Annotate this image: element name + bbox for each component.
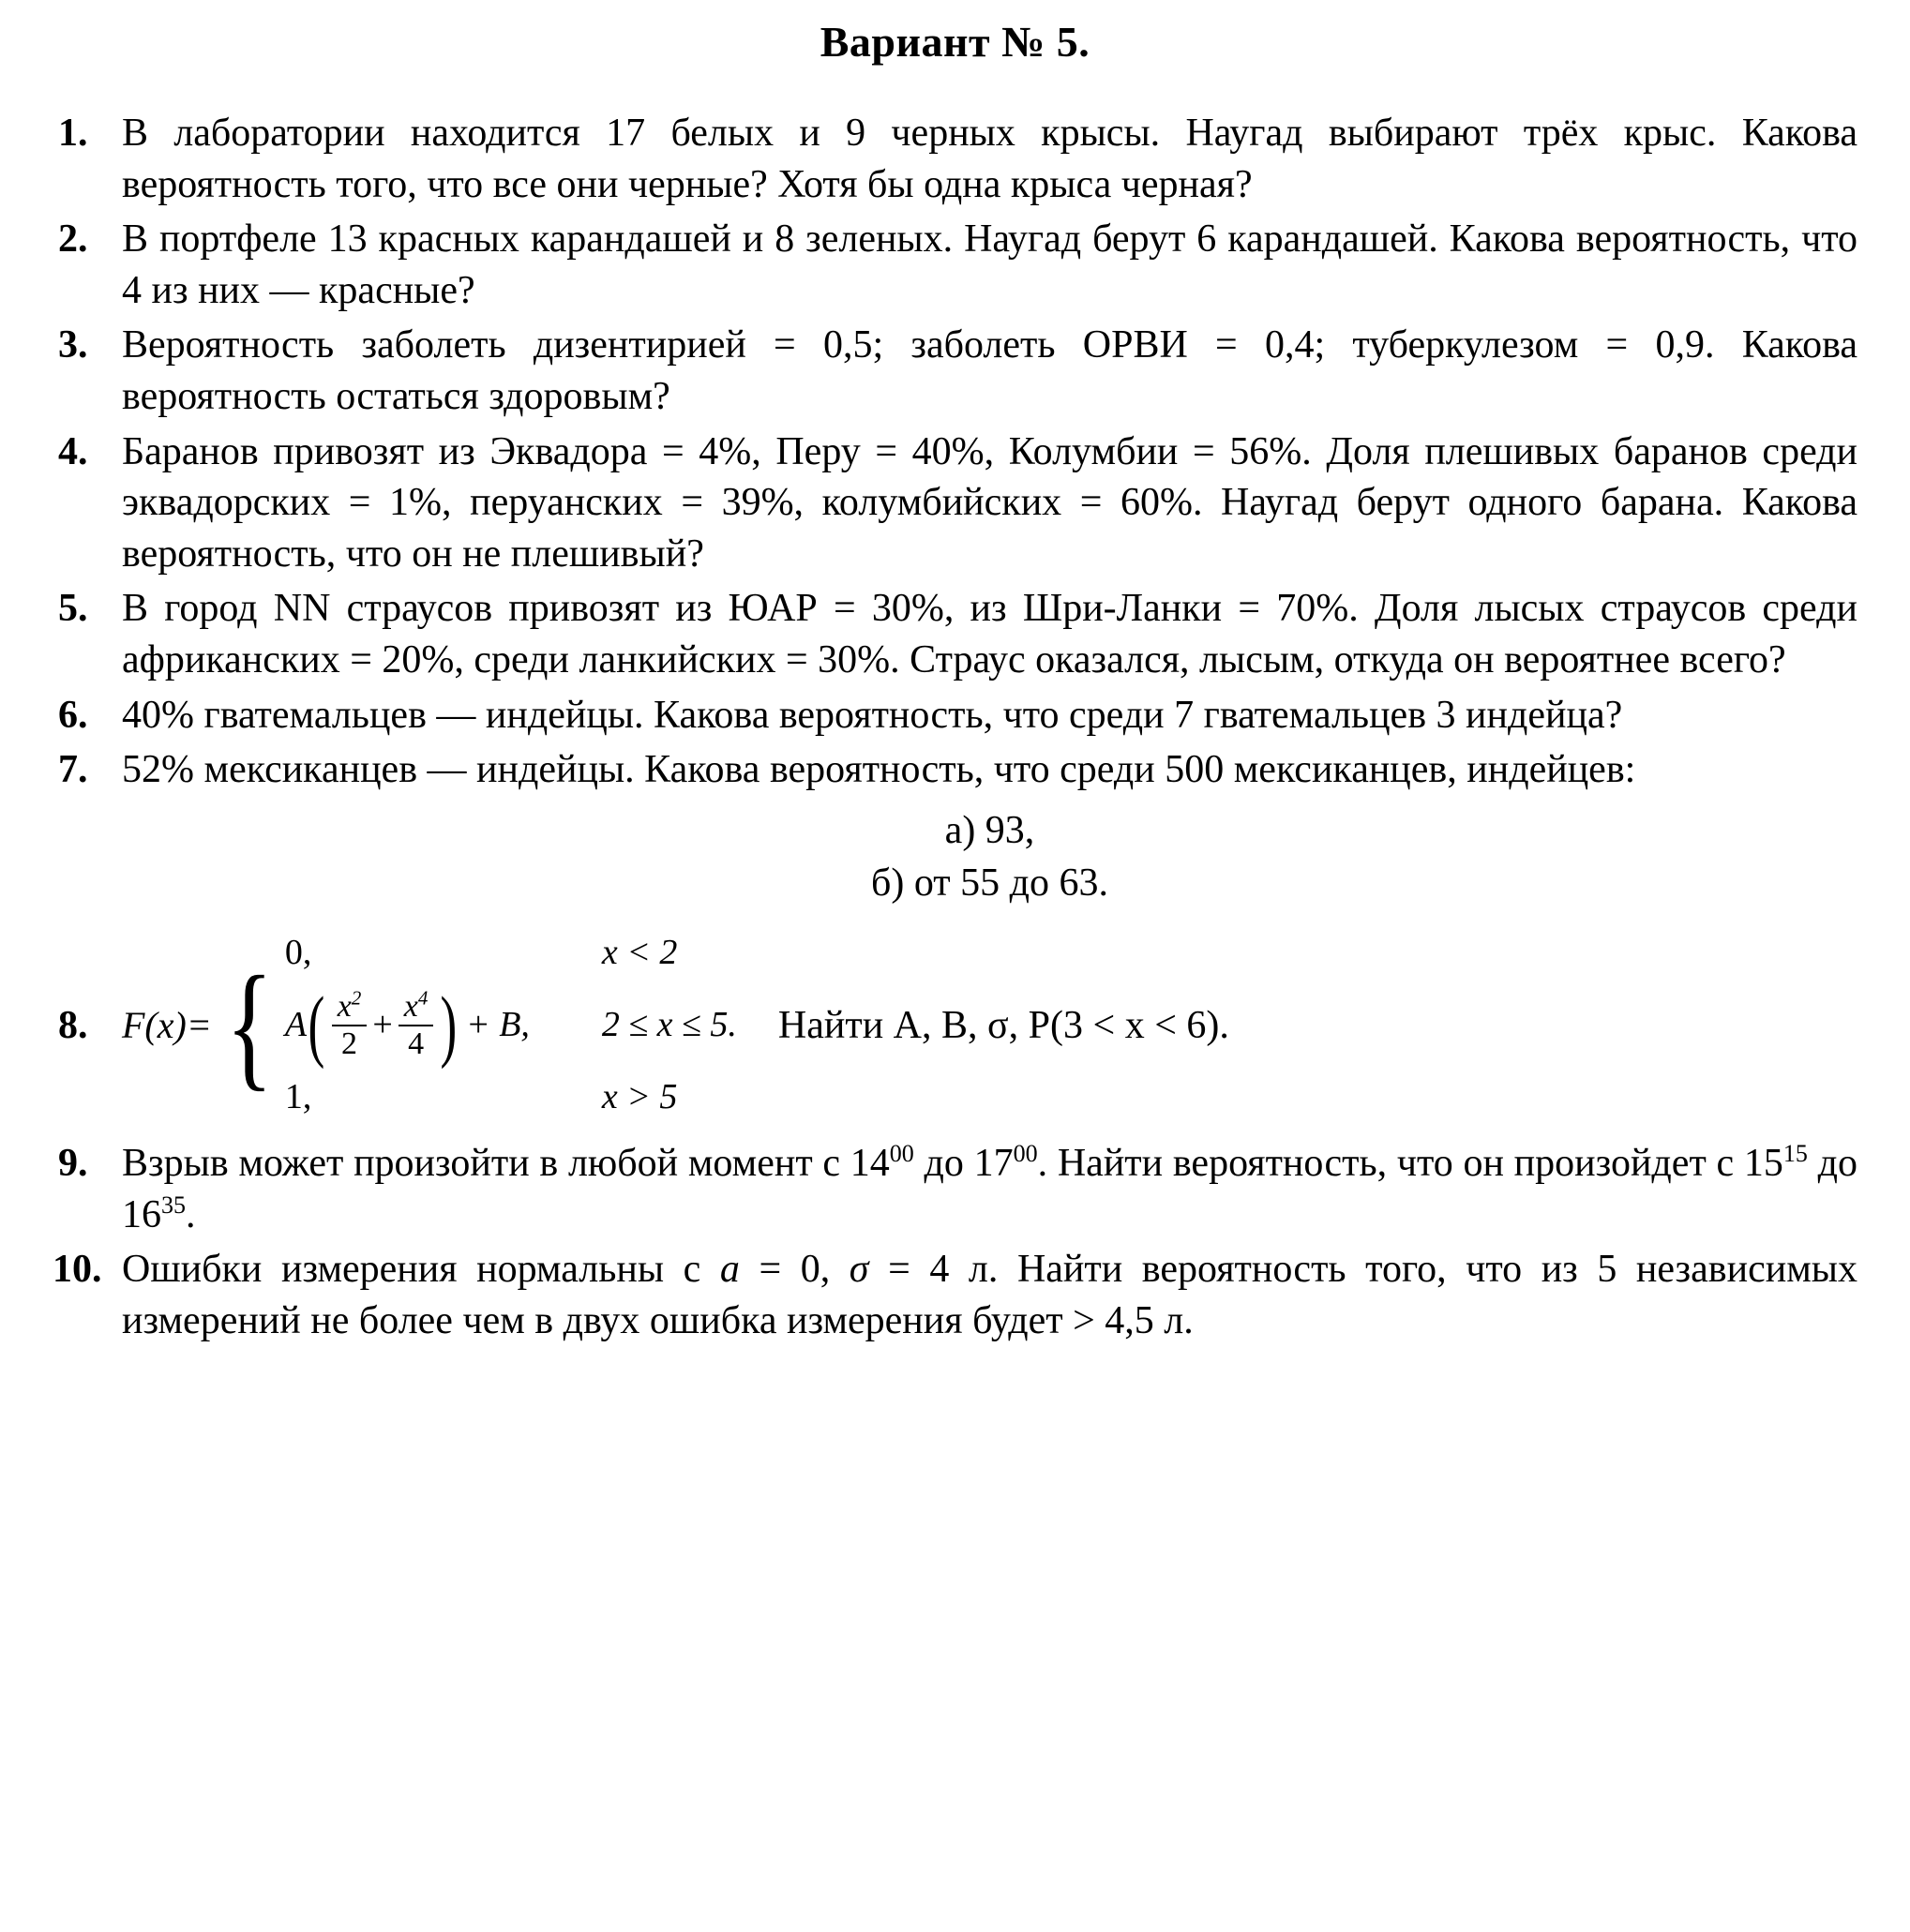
- problem-list: [53, 108, 1857, 1346]
- problem-text: 40% гватемальцев — индейцы. Какова вероятность, что среди 7 гватемальцев 3 индейца?: [122, 693, 1623, 737]
- formula-task: Найти A, B, σ, P(3 < x < 6).: [777, 1003, 1229, 1047]
- fraction-denominator: 2: [341, 1026, 357, 1061]
- problem-number: 3.: [58, 323, 88, 367]
- case-value: [284, 980, 594, 1071]
- fraction-1: [332, 986, 368, 1061]
- problem-number: 10.: [53, 1248, 102, 1292]
- formula-case-1: [285, 926, 737, 981]
- plus-sign: +: [372, 1004, 393, 1044]
- time-superscript: 00: [1013, 1139, 1038, 1167]
- subitem-b: б) от 55 до 63.: [870, 861, 1109, 906]
- formula-case-2: [285, 981, 737, 1071]
- subitem-a: а) 93,: [944, 808, 1035, 852]
- case-value: 1,: [284, 1076, 312, 1116]
- fraction-denominator: 4: [408, 1026, 425, 1061]
- problem-text: 52% мексиканцев — индейцы. Какова вероятность, что среди 500 мексиканцев, индейцев:: [122, 748, 1636, 792]
- formula-lhs: F(x)=: [122, 1003, 212, 1046]
- problem-text: Взрыв может произойти в любой момент с $14^{00}$ до $17^{00}$. Найти вероятность, что он произойдет с $15^{15}$ до $16^{35}$.: [122, 1139, 1857, 1236]
- problem-item-8: [53, 926, 1857, 1125]
- fraction-numerator: $x^4$: [399, 991, 434, 1026]
- time-superscript: 15: [1782, 1139, 1808, 1167]
- problem-body: [122, 744, 1857, 911]
- time-superscript: 00: [889, 1139, 914, 1167]
- problem-item-3: [53, 320, 1857, 422]
- case-value: 0,: [284, 932, 312, 972]
- problem-number: 2.: [58, 217, 88, 262]
- problem-text: Баранов привозят из Эквадора = 4%, Перу = 40%, Колумбии = 56%. Доля плешивых баранов среди эквадорских = 1%, перуанских = 39%, колумбийских = 60%. Наугад берут одного барана. Какова вероятность, что он не плешивый?: [122, 429, 1857, 576]
- formula-case-3: [285, 1071, 737, 1125]
- problem-number: 6.: [58, 693, 88, 737]
- problem-text: В город NN страусов привозят из ЮАР = 30%, из Шри-Ланки = 70%. Доля лысых страусов среди африканских = 20%, среди ланкийских = 30%. Страус оказался, лысым, откуда он вероятнее всего?: [122, 587, 1857, 681]
- fraction-numerator: $x^2$: [332, 991, 368, 1026]
- case-condition: 2 ≤ x ≤ 5.: [601, 1004, 737, 1044]
- problem-text: В портфеле 13 красных карандашей и 8 зеленых. Наугад берут 6 карандашей. Какова вероятность, что 4 из них — красные?: [122, 217, 1857, 312]
- right-paren-icon: ): [440, 980, 458, 1071]
- problem-text: Ошибки измерения нормальны с a = 0, σ = 4 л. Найти вероятность того, что из 5 независимых измерений не более чем в двух ошибка измерения будет > 4,5 л.: [122, 1248, 1857, 1342]
- coefficient-a: A: [284, 1004, 308, 1044]
- problem-number: 1.: [58, 112, 88, 155]
- formula-row: [122, 926, 1857, 1125]
- left-brace-icon: {: [225, 947, 274, 1103]
- problem-item-1: [53, 108, 1857, 210]
- case-condition: x > 5: [601, 1076, 678, 1116]
- problem-item-2: [53, 214, 1857, 316]
- problem-subitems: [122, 805, 1857, 909]
- page-title: Вариант № 5.: [820, 18, 1090, 66]
- problem-item-6: [53, 690, 1857, 741]
- variable-sigma: σ: [849, 1248, 869, 1292]
- problem-number: 5.: [58, 587, 88, 631]
- problem-item-10: [53, 1244, 1857, 1346]
- problem-number: 8.: [58, 1003, 88, 1047]
- problem-number: 4.: [58, 429, 88, 473]
- problem-number: 9.: [58, 1141, 88, 1185]
- problem-item-7: [53, 744, 1857, 911]
- problem-body: [122, 926, 1857, 1125]
- problem-item-9: [53, 1138, 1857, 1240]
- formula-cases: [285, 926, 737, 1125]
- fraction-2: [399, 986, 434, 1061]
- case-condition: x < 2: [601, 932, 678, 972]
- problem-text: Вероятность заболеть дизентирией = 0,5; заболеть ОРВИ = 0,4; туберкулезом = 0,9. Какова вероятность остаться здоровым?: [122, 323, 1857, 418]
- left-paren-icon: (: [308, 980, 325, 1071]
- piecewise-formula: [122, 926, 737, 1125]
- variable-a: a: [719, 1248, 740, 1292]
- problem-text: В лаборатории находится 17 белых и 9 черных крысы. Наугад выбирают трёх крыс. Какова вероятность того, что все они черные? Хотя бы одна крыса черная?: [122, 112, 1857, 206]
- time-superscript: 35: [161, 1191, 187, 1219]
- problem-number: 7.: [58, 748, 88, 792]
- problem-item-4: [53, 427, 1857, 580]
- problem-item-5: [53, 583, 1857, 685]
- case-tail: + B,: [466, 1004, 530, 1044]
